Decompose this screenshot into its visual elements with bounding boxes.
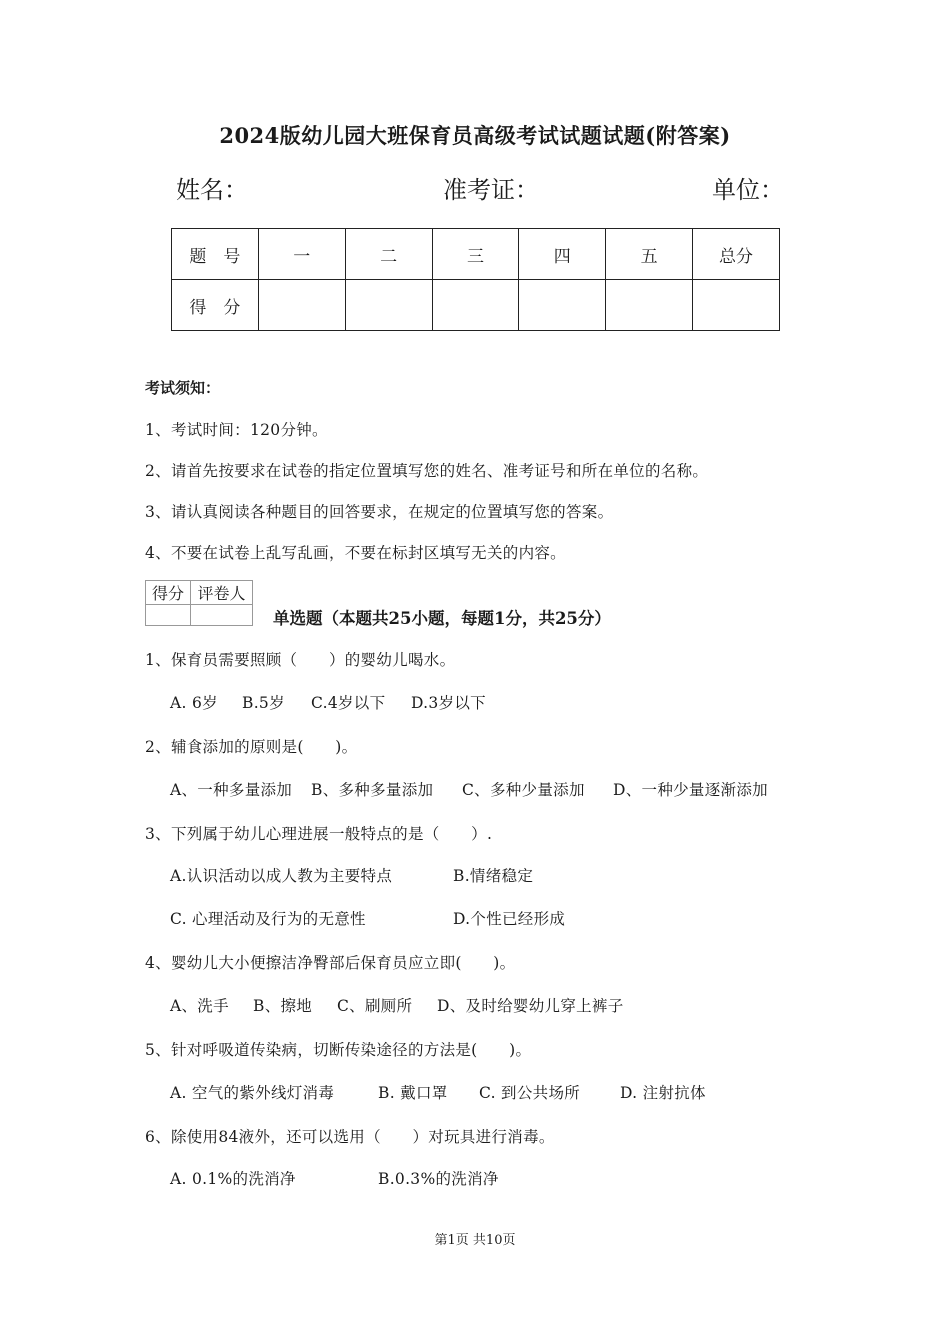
score-input-cell[interactable] [693, 280, 780, 331]
question-stem: 1、保育员需要照顾（ ）的婴幼儿喝水。 [145, 651, 456, 669]
question-stem: 5、针对呼吸道传染病，切断传染途径的方法是( )。 [145, 1041, 532, 1059]
score-table-score-row [172, 280, 780, 331]
question-option: B、多种多量添加 [311, 781, 434, 799]
question-option: A、洗手 [170, 997, 229, 1015]
score-table-header-row [172, 229, 780, 280]
question-option: B.5岁 [242, 694, 285, 712]
score-input-cell[interactable] [345, 280, 432, 331]
grader-box-score-cell[interactable] [146, 605, 191, 626]
grader-box [145, 580, 253, 626]
question-stem: 6、除使用84液外，还可以选用（ ）对玩具进行消毒。 [145, 1128, 555, 1146]
question-stem: 2、辅食添加的原则是( )。 [145, 738, 358, 756]
notice-item: 1、考试时间：120分钟。 [145, 421, 328, 439]
score-input-cell[interactable] [432, 280, 519, 331]
grader-box-score-label: 得分 [146, 581, 191, 605]
exam-number-field-label: 准考证： [443, 176, 539, 204]
question-option: B.0.3%的洗消净 [378, 1170, 499, 1188]
question-option: D.3岁以下 [411, 694, 486, 712]
question-option: D、一种少量逐渐添加 [613, 781, 768, 799]
question-option: A. 0.1%的洗消净 [170, 1170, 296, 1188]
section-title: 单选题（本题共25小题，每题1分，共25分） [273, 609, 611, 628]
grader-box-grader-cell[interactable] [191, 605, 253, 626]
unit-field-label: 单位： [712, 176, 784, 204]
question-option: D、及时给婴幼儿穿上裤子 [437, 997, 624, 1015]
question-option: B. 戴口罩 [378, 1084, 448, 1102]
score-table-cell: 一 [258, 229, 345, 280]
question-option: A.认识活动以成人教为主要特点 [170, 867, 393, 885]
question-stem: 3、下列属于幼儿心理进展一般特点的是（ ）. [145, 825, 493, 843]
question-option: B、擦地 [253, 997, 313, 1015]
page-number: 第1页 共10页 [434, 1233, 516, 1248]
notice-item: 2、请首先按要求在试卷的指定位置填写您的姓名、准考证号和所在单位的名称。 [145, 462, 709, 480]
score-input-cell[interactable] [258, 280, 345, 331]
score-table-cell: 题 号 [172, 229, 259, 280]
question-option: C、刷厕所 [337, 997, 413, 1015]
question-option: A. 空气的紫外线灯消毒 [170, 1084, 335, 1102]
score-table-cell: 五 [606, 229, 693, 280]
score-table-cell: 三 [432, 229, 519, 280]
score-table [171, 228, 780, 331]
question-option: C. 到公共场所 [479, 1084, 581, 1102]
name-field-label: 姓名： [176, 176, 248, 204]
question-option: B.情绪稳定 [453, 867, 534, 885]
score-input-cell[interactable] [519, 280, 606, 331]
notice-item: 4、不要在试卷上乱写乱画，不要在标封区填写无关的内容。 [145, 544, 566, 562]
question-option: C. 心理活动及行为的无意性 [170, 910, 366, 928]
question-option: A. 6岁 [170, 694, 218, 712]
exam-title: 2024版幼儿园大班保育员高级考试试题试题(附答案) [219, 123, 731, 148]
grader-box-grader-label: 评卷人 [191, 581, 253, 605]
question-option: C.4岁以下 [311, 694, 386, 712]
question-option: D.个性已经形成 [453, 910, 566, 928]
question-option: D. 注射抗体 [620, 1084, 706, 1102]
score-table-cell: 四 [519, 229, 606, 280]
score-table-cell: 总分 [693, 229, 780, 280]
score-table-cell: 二 [345, 229, 432, 280]
question-stem: 4、婴幼儿大小便擦洁净臀部后保育员应立即( )。 [145, 954, 516, 972]
score-input-cell[interactable] [606, 280, 693, 331]
notice-heading: 考试须知： [145, 379, 221, 397]
question-option: C、多种少量添加 [462, 781, 585, 799]
score-table-cell: 得 分 [172, 280, 259, 331]
notice-item: 3、请认真阅读各种题目的回答要求，在规定的位置填写您的答案。 [145, 503, 614, 521]
question-option: A、一种多量添加 [170, 781, 293, 799]
